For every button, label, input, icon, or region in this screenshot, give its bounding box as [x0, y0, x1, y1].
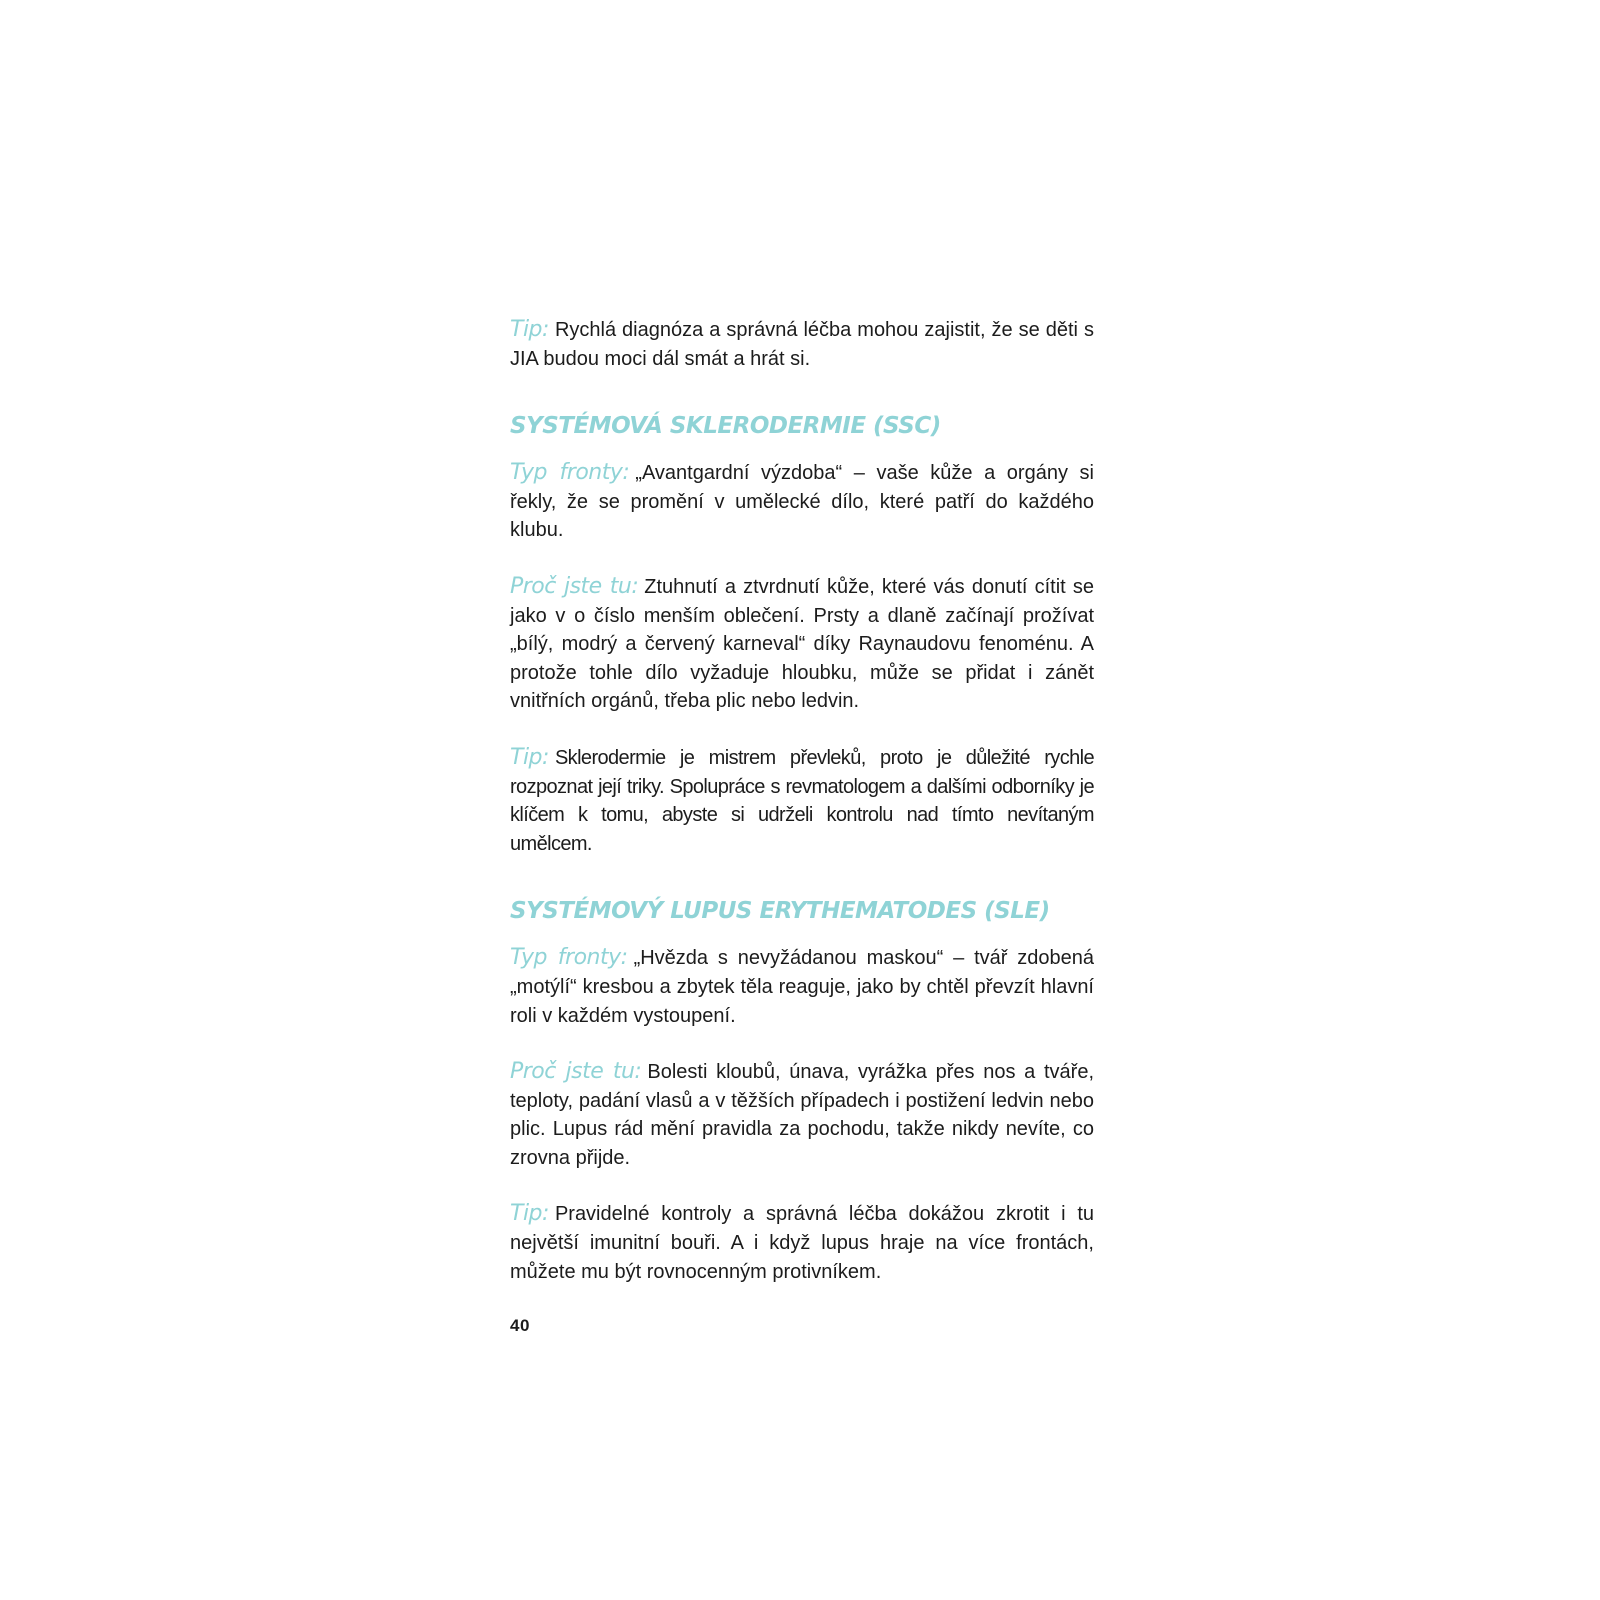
section-heading-ssc: SYSTÉMOVÁ SKLERODERMIE (SSC) — [510, 413, 941, 440]
tip-label: Tip: — [510, 744, 549, 770]
tip-text: Rychlá diagnóza a správná léčba mohou zajistit, že se děti s JIA budou moci dál smát a hrát si. — [510, 319, 1094, 370]
typ-fronty-text: „Hvězda s nevyžádanou maskou“ – tvář zdobená „motýlí“ kresbou a zbytek těla reaguje, jako by chtěl převzít hlavní roli v každém vystoupení. — [510, 947, 1095, 1027]
proc-jste-tu-text: Ztuhnutí a ztvrdnutí kůže, které vás donutí cítit se jako v o číslo menším oblečení. Prsty a dlaně začínají prožívat „bílý, modrý a červený karneval“ díky Raynaudovu fenoménu. A protože tohle dílo vyžaduje hloubku, může se přidat i zánět vnitřních orgánů, třeba plic nebo ledvin. — [510, 575, 1094, 713]
proc-jste-tu-paragraph — [510, 1058, 1094, 1172]
section-heading-sle: SYSTÉMOVÝ LUPUS ERYTHEMATODES (SLE) — [510, 898, 1050, 925]
proc-jste-tu-text: Bolesti kloubů, únava, vyrážka přes nos a tváře, teploty, padání vlasů a v těžších případech i postižení ledvin nebo plic. Lupus rád mění pravidla za pochodu, takže nikdy nevíte, co zrovna přijde. — [510, 1061, 1094, 1169]
typ-fronty-text: „Avantgardní výzdoba“ – vaše kůže a orgány si řekly, že se promění v umělecké dílo, které patří do každého klubu. — [510, 462, 1094, 542]
tip-label: Tip: — [510, 317, 549, 342]
proc-jste-tu-paragraph — [510, 573, 1094, 716]
typ-fronty-paragraph — [510, 944, 1094, 1030]
page-content — [510, 316, 1094, 1341]
typ-fronty-paragraph — [510, 459, 1094, 545]
tip-text: Sklerodermie je mistrem převleků, proto je důležité rychle rozpoznat její triky. Spolupráce s revmatologem a dalšími odborníky je klíčem k tomu, abyste si udrželi kontrolu nad tímto nevítaným umělcem. — [510, 746, 1094, 855]
tip-paragraph — [510, 744, 1094, 858]
proc-jste-tu-label: Proč jste tu: — [510, 1059, 642, 1085]
typ-fronty-label: Typ fronty: — [510, 460, 630, 486]
typ-fronty-label: Typ fronty: — [510, 945, 628, 971]
tip-text: Pravidelné kontroly a správná léčba dokážou zkrotit i tu největší imunitní bouři. A i když lupus hraje na více frontách, můžete mu být rovnocenným protivníkem. — [510, 1203, 1094, 1283]
tip-label: Tip: — [510, 1201, 549, 1227]
proc-jste-tu-label: Proč jste tu: — [510, 573, 639, 599]
tip-paragraph — [510, 1200, 1094, 1286]
intro-tip-paragraph — [510, 316, 1094, 373]
page-number: 40 — [510, 1316, 530, 1336]
